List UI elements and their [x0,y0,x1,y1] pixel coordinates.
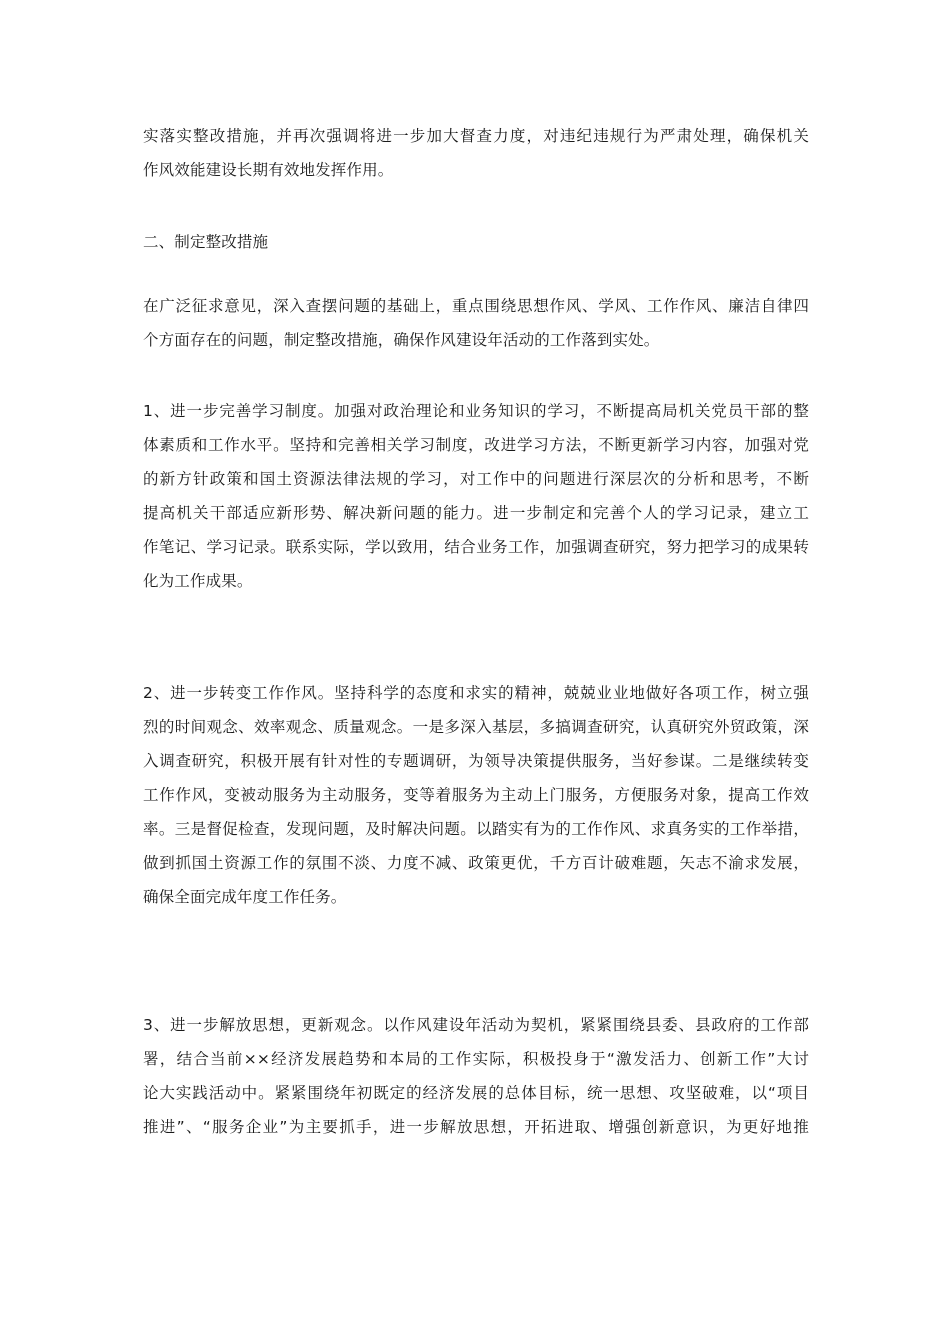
list-item-1 [143,394,809,598]
text-line: 署，结合当前××经济发展趋势和本局的工作实际，积极投身于“激发活力、创新工作”大讨 [143,1050,809,1068]
text-line: 的新方针政策和国土资源法律法规的学习，对工作中的问题进行深层次的分析和思考，不断 [143,470,809,488]
text-line: 论大实践活动中。紧紧围绕年初既定的经济发展的总体目标，统一思想、攻坚破难，以“项目 [143,1084,809,1102]
text-line: 在广泛征求意见，深入查摆问题的基础上，重点围绕思想作风、学风、工作作风、廉洁自律四 [143,297,809,315]
text-line: 体素质和工作水平。坚持和完善相关学习制度，改进学习方法，不断更新学习内容，加强对党 [143,436,809,454]
text-line: 2、进一步转变工作作风。坚持科学的态度和求实的精神，兢兢业业地做好各项工作，树立强 [143,684,809,702]
text-line: 工作作风，变被动服务为主动服务，变等着服务为主动上门服务，方便服务对象，提高工作效 [143,786,809,804]
text-line: 实落实整改措施，并再次强调将进一步加大督查力度，对违纪违规行为严肃处理，确保机关 [143,127,809,145]
text-line: 作风效能建设长期有效地发挥作用。 [143,161,394,179]
text-line: 提高机关干部适应新形势、解决新问题的能力。进一步制定和完善个人的学习记录，建立工 [143,504,809,522]
text-line: 化为工作成果。 [143,572,253,590]
text-line: 作笔记、学习记录。联系实际，学以致用，结合业务工作，加强调查研究，努力把学习的成果转 [143,538,809,556]
text-line: 确保全面完成年度工作任务。 [143,888,347,906]
text-line: 个方面存在的问题，制定整改措施，确保作风建设年活动的工作落到实处。 [143,331,660,349]
heading-text: 二、制定整改措施 [143,233,269,251]
text-line: 烈的时间观念、效率观念、质量观念。一是多深入基层，多搞调查研究，认真研究外贸政策，深 [143,718,809,736]
list-item-2 [143,676,809,914]
text-line: 推进”、“服务企业”为主要抓手，进一步解放思想，开拓进取、增强创新意识，为更好地推 [143,1118,809,1136]
text-line: 1、进一步完善学习制度。加强对政治理论和业务知识的学习，不断提高局机关党员干部的整 [143,402,809,420]
paragraph-intro [143,289,809,357]
text-line: 3、进一步解放思想，更新观念。以作风建设年活动为契机，紧紧围绕县委、县政府的工作部 [143,1016,809,1034]
text-line: 率。三是督促检查，发现问题，及时解决问题。以踏实有为的工作作风、求真务实的工作举措， [143,820,809,838]
text-line: 入调查研究，积极开展有针对性的专题调研，为领导决策提供服务，当好参谋。二是继续转变 [143,752,809,770]
section-heading [143,225,809,259]
paragraph-continuation [143,119,809,187]
list-item-3 [143,1008,809,1144]
text-line: 做到抓国土资源工作的氛围不淡、力度不减、政策更优，千方百计破难题，矢志不渝求发展， [143,854,809,872]
